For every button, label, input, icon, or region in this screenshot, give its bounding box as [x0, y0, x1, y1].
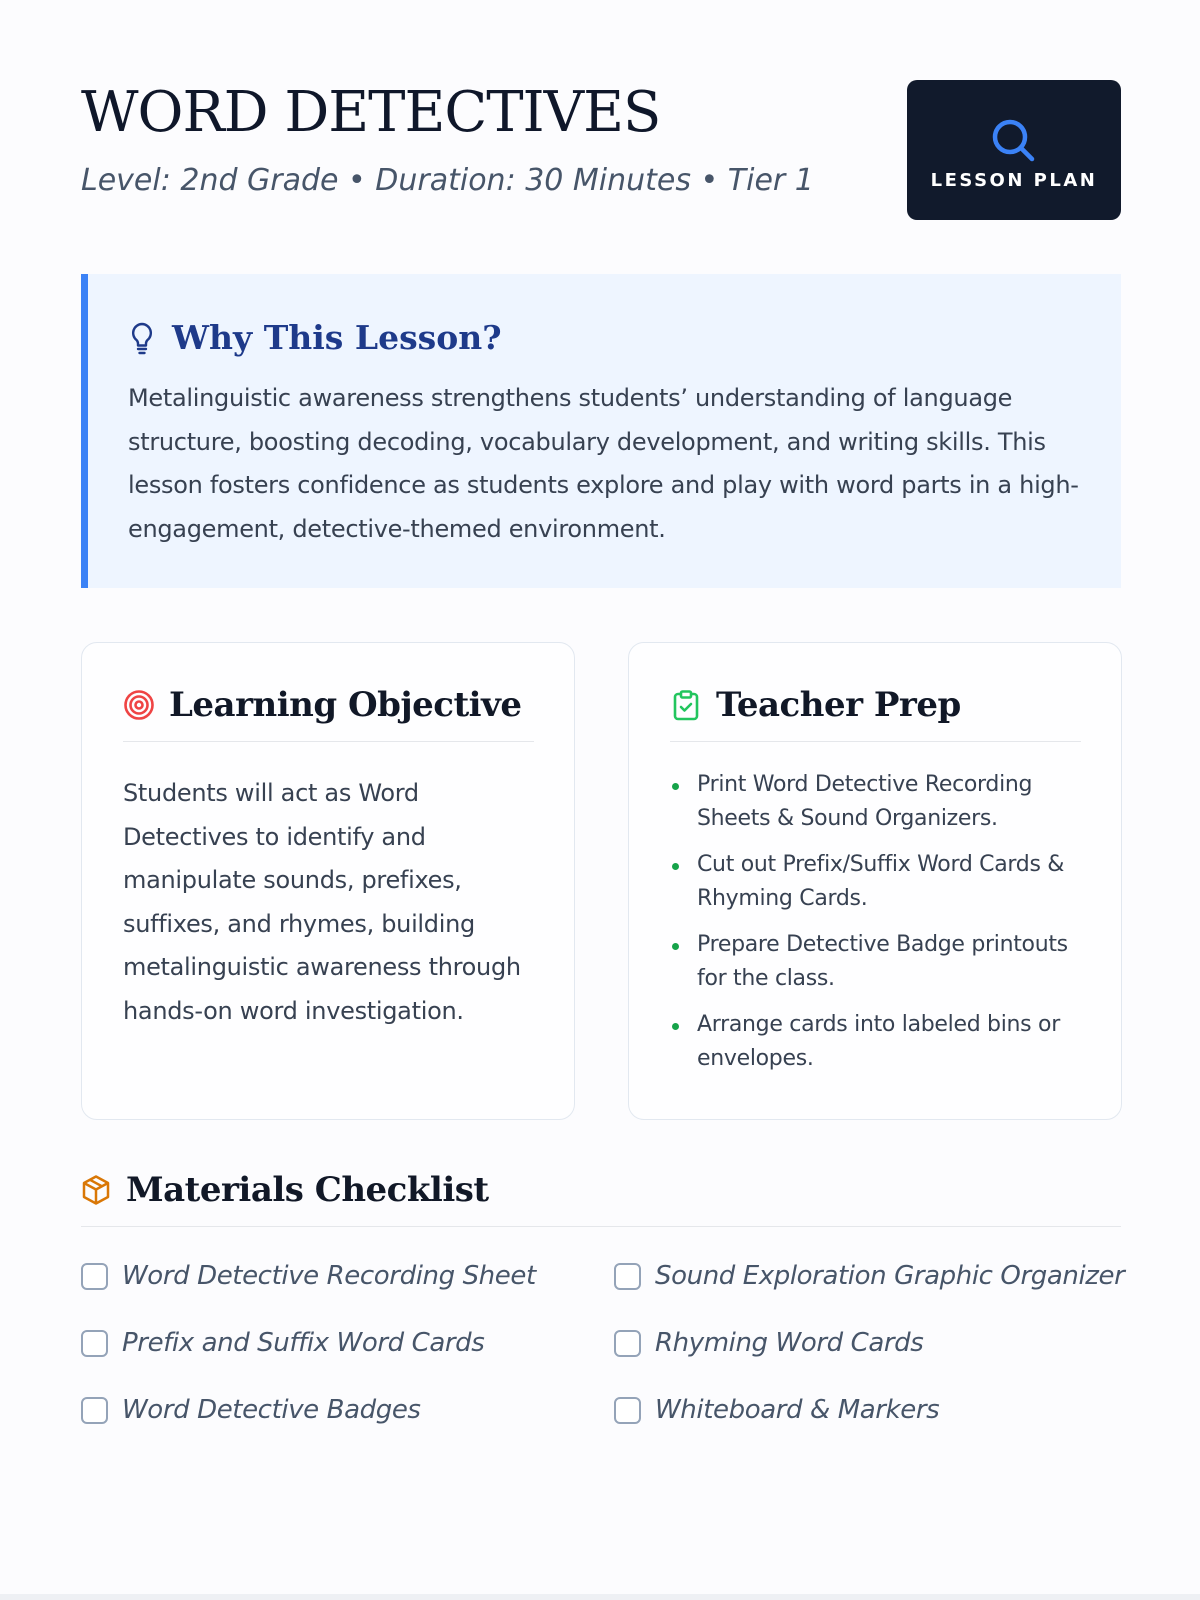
bullet-icon	[672, 863, 679, 870]
material-item[interactable]	[614, 1391, 1121, 1429]
bullet-icon	[672, 1023, 679, 1030]
prep-title: Teacher Prep	[716, 685, 961, 725]
package-icon	[81, 1174, 111, 1206]
why-header	[128, 318, 1081, 357]
material-checkbox[interactable]	[81, 1330, 108, 1357]
objective-body: Students will act as Word Detectives to identify and manipulate sounds, prefixes, suffixes, and rhymes, building metalinguistic awareness through hands-on word investigation.	[123, 779, 521, 1025]
prep-list	[670, 768, 1081, 1076]
teacher-prep-card	[628, 642, 1122, 1120]
material-label: Prefix and Suffix Word Cards	[122, 1328, 485, 1358]
material-item[interactable]	[614, 1257, 1125, 1295]
lightbulb-icon	[128, 321, 156, 355]
prep-item	[670, 768, 1081, 836]
material-checkbox[interactable]	[614, 1330, 641, 1357]
material-label: Word Detective Badges	[122, 1395, 421, 1425]
prep-item	[670, 928, 1081, 996]
material-item[interactable]	[81, 1257, 614, 1295]
objective-header	[123, 685, 534, 742]
materials-title: Materials Checklist	[126, 1170, 489, 1210]
target-icon	[123, 689, 155, 721]
material-label: Rhyming Word Cards	[655, 1328, 924, 1358]
objective-title: Learning Objective	[169, 685, 522, 725]
bottom-divider	[0, 1594, 1200, 1600]
why-title: Why This Lesson?	[172, 318, 502, 357]
material-label: Whiteboard & Markers	[655, 1395, 940, 1425]
page-title: WORD DETECTIVES	[81, 80, 661, 145]
search-icon	[989, 116, 1039, 166]
prep-item-text: Print Word Detective Recording Sheets & Sound Organizers.	[697, 772, 1033, 831]
material-item[interactable]	[614, 1324, 1121, 1362]
prep-item-text: Prepare Detective Badge printouts for the class.	[697, 932, 1068, 991]
prep-item	[670, 1008, 1081, 1076]
material-item[interactable]	[81, 1391, 614, 1429]
lesson-plan-label: LESSON PLAN	[930, 169, 1098, 191]
prep-item-text: Cut out Prefix/Suffix Word Cards & Rhyming Cards.	[697, 852, 1065, 911]
bullet-icon	[672, 943, 679, 950]
why-body: Metalinguistic awareness strengthens students’ understanding of language structure, boosting decoding, vocabulary development, and writing skills. This lesson fosters confidence as students explore and play with word parts in a high-engagement, detective-themed environment.	[128, 384, 1079, 543]
clipboard-check-icon	[670, 689, 702, 721]
prep-item	[670, 848, 1081, 916]
bullet-icon	[672, 783, 679, 790]
material-checkbox[interactable]	[81, 1397, 108, 1424]
why-this-lesson-section	[81, 274, 1121, 588]
header	[81, 80, 1121, 220]
lesson-plan-badge[interactable]	[907, 80, 1121, 220]
prep-header	[670, 685, 1081, 742]
materials-list	[81, 1257, 1125, 1429]
materials-checklist-section	[81, 1170, 1125, 1429]
material-label: Sound Exploration Graphic Organizer	[655, 1261, 1125, 1291]
material-item[interactable]	[81, 1324, 614, 1362]
materials-header	[81, 1170, 1121, 1227]
material-label: Word Detective Recording Sheet	[122, 1261, 536, 1291]
page-subtitle: Level: 2nd Grade • Duration: 30 Minutes • Tier 1	[81, 163, 814, 198]
learning-objective-card	[81, 642, 575, 1120]
prep-item-text: Arrange cards into labeled bins or envelopes.	[697, 1012, 1060, 1071]
material-checkbox[interactable]	[614, 1397, 641, 1424]
material-checkbox[interactable]	[81, 1263, 108, 1290]
material-checkbox[interactable]	[614, 1263, 641, 1290]
